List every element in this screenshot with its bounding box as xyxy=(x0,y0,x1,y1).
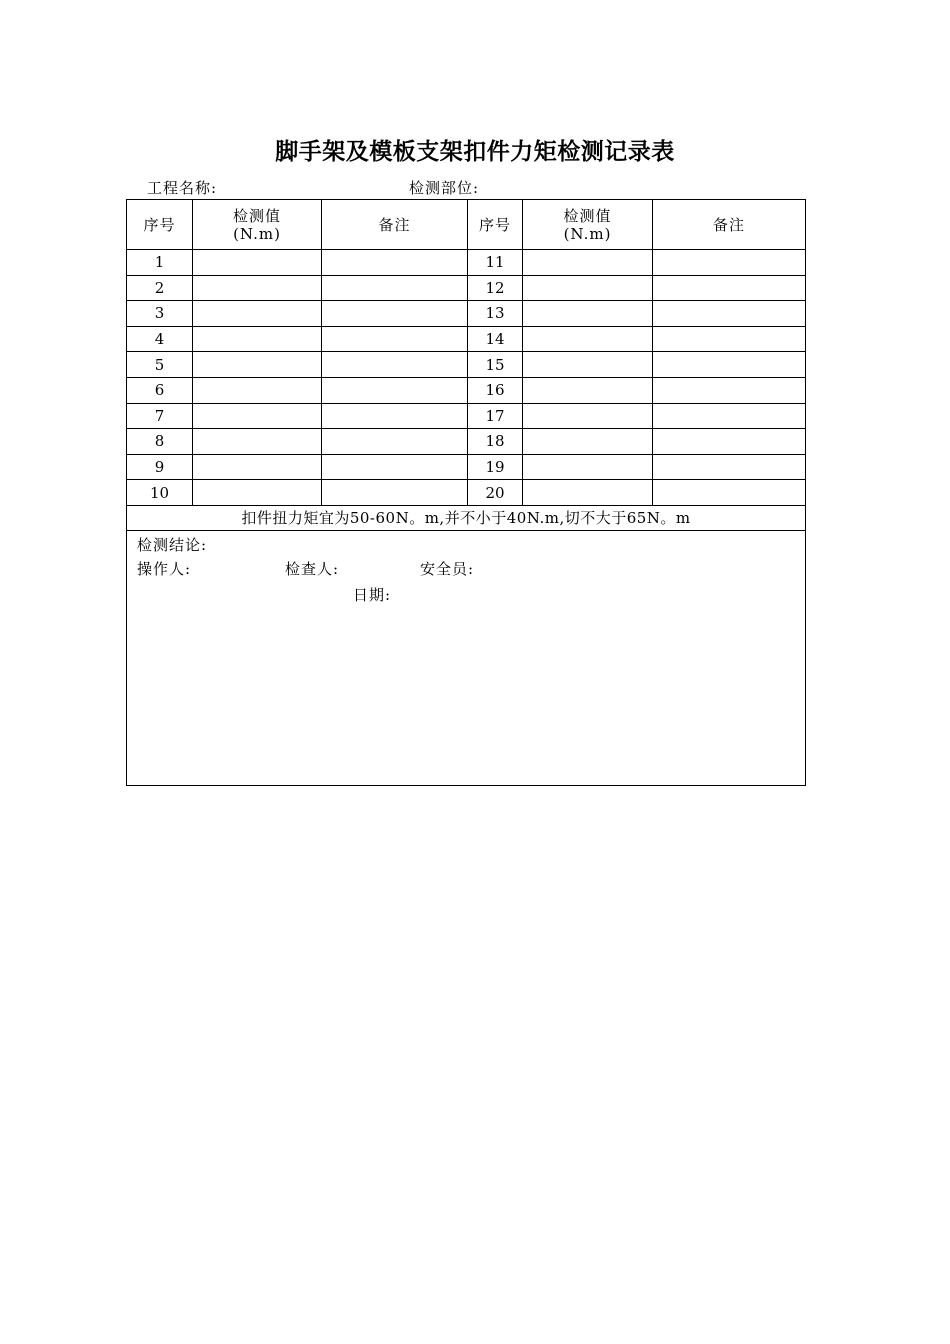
seq-cell-right: 15 xyxy=(468,352,523,378)
inspection-position-label: 检测部位: xyxy=(409,179,480,197)
signature-cell xyxy=(127,530,806,785)
remark-cell-left xyxy=(322,377,468,403)
header-seq-left: 序号 xyxy=(127,200,193,250)
seq-cell-left: 2 xyxy=(127,275,193,301)
table-row xyxy=(127,480,806,506)
remark-cell-left xyxy=(322,275,468,301)
seq-cell-left: 1 xyxy=(127,250,193,276)
remark-cell-right xyxy=(653,275,806,301)
header-value-right-line2: (N.m) xyxy=(563,224,612,243)
value-cell-left xyxy=(193,352,322,378)
value-cell-right xyxy=(523,250,653,276)
header-value-right xyxy=(523,200,653,250)
value-cell-right xyxy=(523,454,653,480)
date-label: 日期: xyxy=(353,585,392,604)
value-cell-right xyxy=(523,403,653,429)
seq-cell-left: 7 xyxy=(127,403,193,429)
seq-cell-left: 9 xyxy=(127,454,193,480)
value-cell-right xyxy=(523,301,653,327)
value-cell-right xyxy=(523,429,653,455)
seq-cell-right: 12 xyxy=(468,275,523,301)
remark-cell-right xyxy=(653,352,806,378)
seq-cell-right: 11 xyxy=(468,250,523,276)
remark-cell-left xyxy=(322,480,468,506)
table-header-row xyxy=(127,200,806,250)
table-row xyxy=(127,352,806,378)
seq-cell-right: 16 xyxy=(468,377,523,403)
page-title: 脚手架及模板支架扣件力矩检测记录表 xyxy=(275,139,675,165)
seq-cell-left: 3 xyxy=(127,301,193,327)
header-remark-left: 备注 xyxy=(322,200,468,250)
value-cell-right xyxy=(523,377,653,403)
table-row xyxy=(127,326,806,352)
operator-label: 操作人: xyxy=(137,559,192,578)
header-value-left xyxy=(193,200,322,250)
value-cell-left xyxy=(193,301,322,327)
table-row xyxy=(127,429,806,455)
remark-cell-left xyxy=(322,429,468,455)
torque-note-row xyxy=(127,505,806,530)
value-cell-left xyxy=(193,377,322,403)
remark-cell-right xyxy=(653,429,806,455)
remark-cell-right xyxy=(653,377,806,403)
table-row xyxy=(127,377,806,403)
value-cell-left xyxy=(193,480,322,506)
seq-cell-right: 13 xyxy=(468,301,523,327)
value-cell-left xyxy=(193,429,322,455)
seq-cell-right: 19 xyxy=(468,454,523,480)
value-cell-right xyxy=(523,352,653,378)
table-row xyxy=(127,250,806,276)
value-cell-right xyxy=(523,480,653,506)
seq-cell-left: 4 xyxy=(127,326,193,352)
remark-cell-right xyxy=(653,454,806,480)
header-value-left-line1: 检测值 xyxy=(232,206,281,225)
header-remark-right: 备注 xyxy=(653,200,806,250)
header-value-right-line1: 检测值 xyxy=(563,206,612,225)
remark-cell-left xyxy=(322,301,468,327)
seq-cell-left: 10 xyxy=(127,480,193,506)
remark-cell-left xyxy=(322,250,468,276)
remark-cell-right xyxy=(653,301,806,327)
seq-cell-left: 5 xyxy=(127,352,193,378)
table-row xyxy=(127,403,806,429)
remark-cell-right xyxy=(653,403,806,429)
remark-cell-left xyxy=(322,326,468,352)
table-row xyxy=(127,275,806,301)
safety-officer-label: 安全员: xyxy=(420,559,475,578)
value-cell-left xyxy=(193,403,322,429)
value-cell-right xyxy=(523,275,653,301)
value-cell-right xyxy=(523,326,653,352)
value-cell-left xyxy=(193,275,322,301)
signature-section xyxy=(127,530,806,785)
conclusion-label: 检测结论: xyxy=(137,535,208,554)
value-cell-left xyxy=(193,454,322,480)
seq-cell-left: 6 xyxy=(127,377,193,403)
value-cell-left xyxy=(193,250,322,276)
header-seq-right: 序号 xyxy=(468,200,523,250)
remark-cell-right xyxy=(653,326,806,352)
remark-cell-left xyxy=(322,454,468,480)
remark-cell-right xyxy=(653,480,806,506)
seq-cell-right: 20 xyxy=(468,480,523,506)
seq-cell-right: 17 xyxy=(468,403,523,429)
header-value-left-line2: (N.m) xyxy=(233,224,281,243)
torque-record-table xyxy=(126,199,806,786)
remark-cell-left xyxy=(322,352,468,378)
remark-cell-left xyxy=(322,403,468,429)
seq-cell-right: 14 xyxy=(468,326,523,352)
value-cell-left xyxy=(193,326,322,352)
table-row xyxy=(127,301,806,327)
seq-cell-left: 8 xyxy=(127,429,193,455)
project-name-label: 工程名称: xyxy=(147,179,218,197)
remark-cell-right xyxy=(653,250,806,276)
table-row xyxy=(127,454,806,480)
inspector-label: 检查人: xyxy=(285,559,340,578)
torque-requirement-note: 扣件扭力矩宜为50-60N。m,并不小于40N.m,切不大于65N。m xyxy=(127,505,806,530)
seq-cell-right: 18 xyxy=(468,429,523,455)
